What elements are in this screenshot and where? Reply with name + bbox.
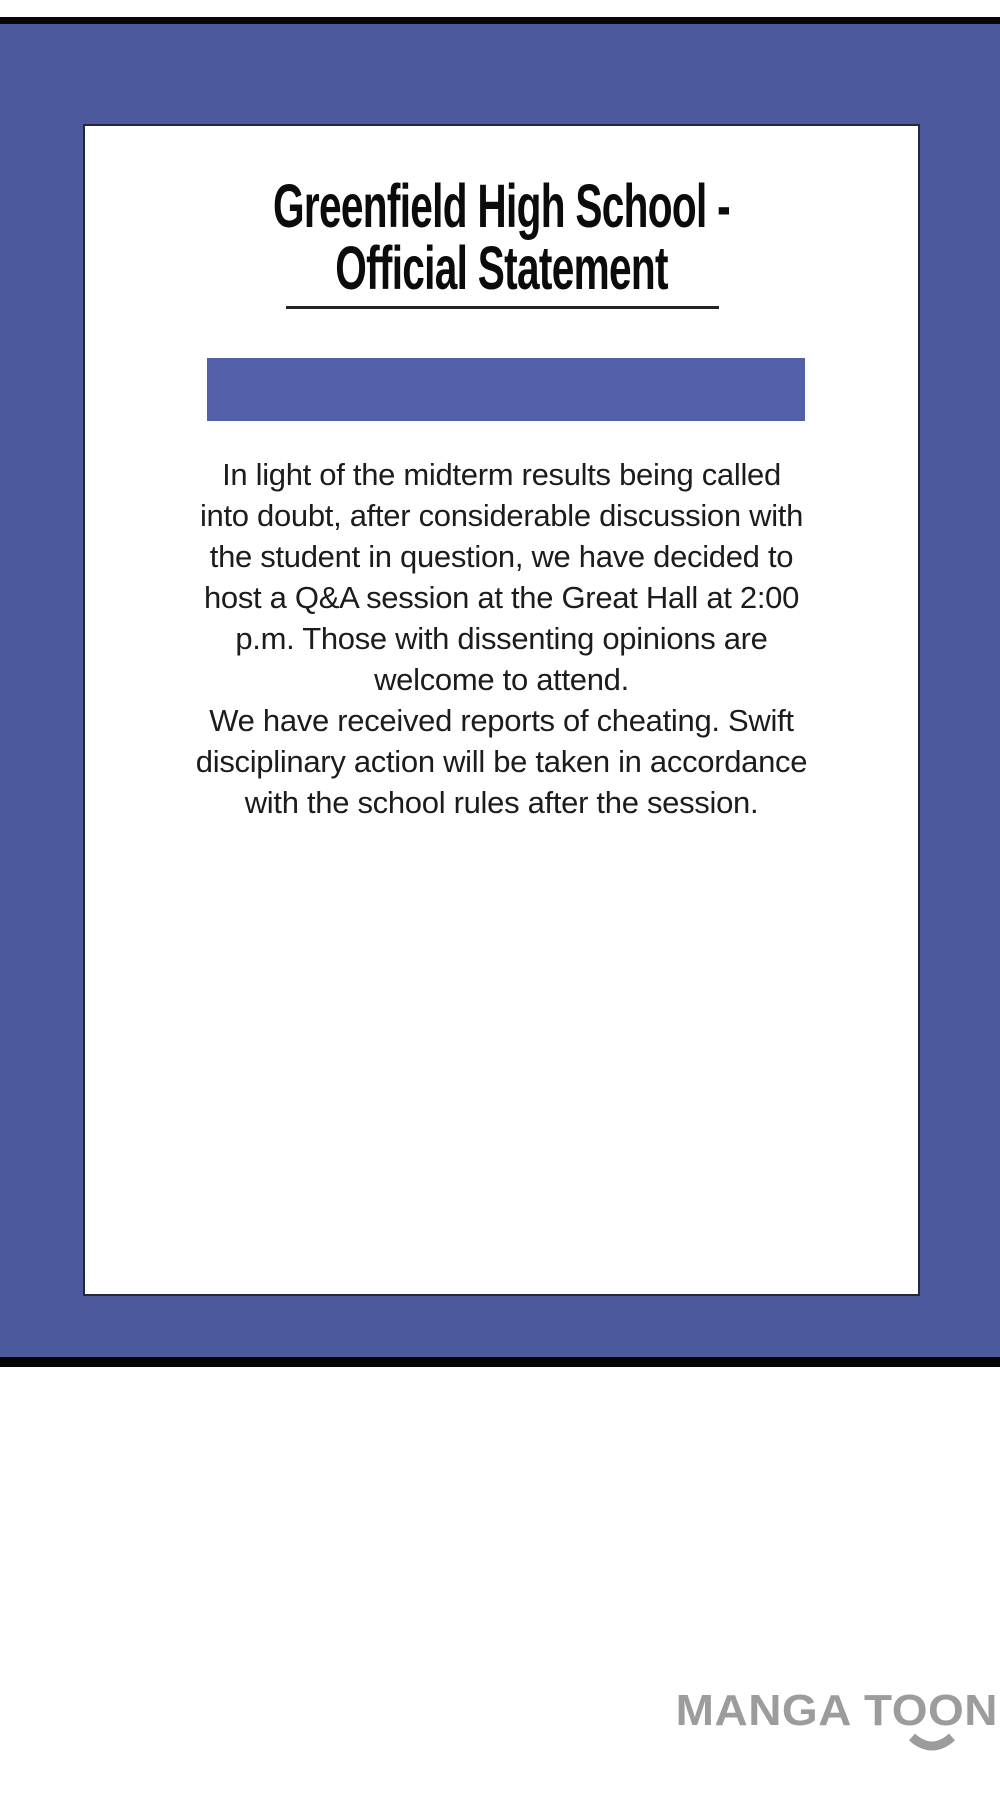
statement-title-line1: Greenfield High School - bbox=[273, 172, 730, 241]
smile-arc-icon bbox=[908, 1733, 956, 1753]
statement-body-line: with the school rules after the session. bbox=[244, 785, 759, 820]
statement-body-line: into doubt, after considerable discussion with bbox=[199, 498, 804, 533]
watermark-word-manga: MANGA bbox=[675, 1685, 852, 1735]
watermark-word-toon: TOON bbox=[863, 1685, 998, 1735]
statement-body-line: host a Q&A session at the Great Hall at 2:00 bbox=[203, 580, 800, 615]
statement-body-line: p.m. Those with dissenting opinions are bbox=[235, 621, 768, 656]
statement-title bbox=[85, 172, 918, 303]
statement-body-line: welcome to attend. bbox=[374, 662, 629, 697]
statement-body-line: We have received reports of cheating. Swift bbox=[209, 703, 794, 738]
statement-body-line: disciplinary action will be taken in accordance bbox=[195, 744, 808, 779]
statement-body bbox=[85, 454, 918, 823]
redacted-text-bar bbox=[207, 358, 805, 421]
statement-body-line: the student in question, we have decided to bbox=[209, 539, 794, 574]
statement-title-line2: Official Statement bbox=[335, 234, 668, 303]
statement-backdrop bbox=[0, 24, 1000, 1357]
title-underline-rule bbox=[286, 306, 719, 309]
panel-border-top bbox=[0, 17, 1000, 24]
statement-card bbox=[83, 124, 920, 1296]
panel-border-bottom bbox=[0, 1357, 1000, 1367]
mangatoon-watermark bbox=[675, 1685, 998, 1758]
statement-body-line: In light of the midterm results being called bbox=[222, 457, 781, 492]
